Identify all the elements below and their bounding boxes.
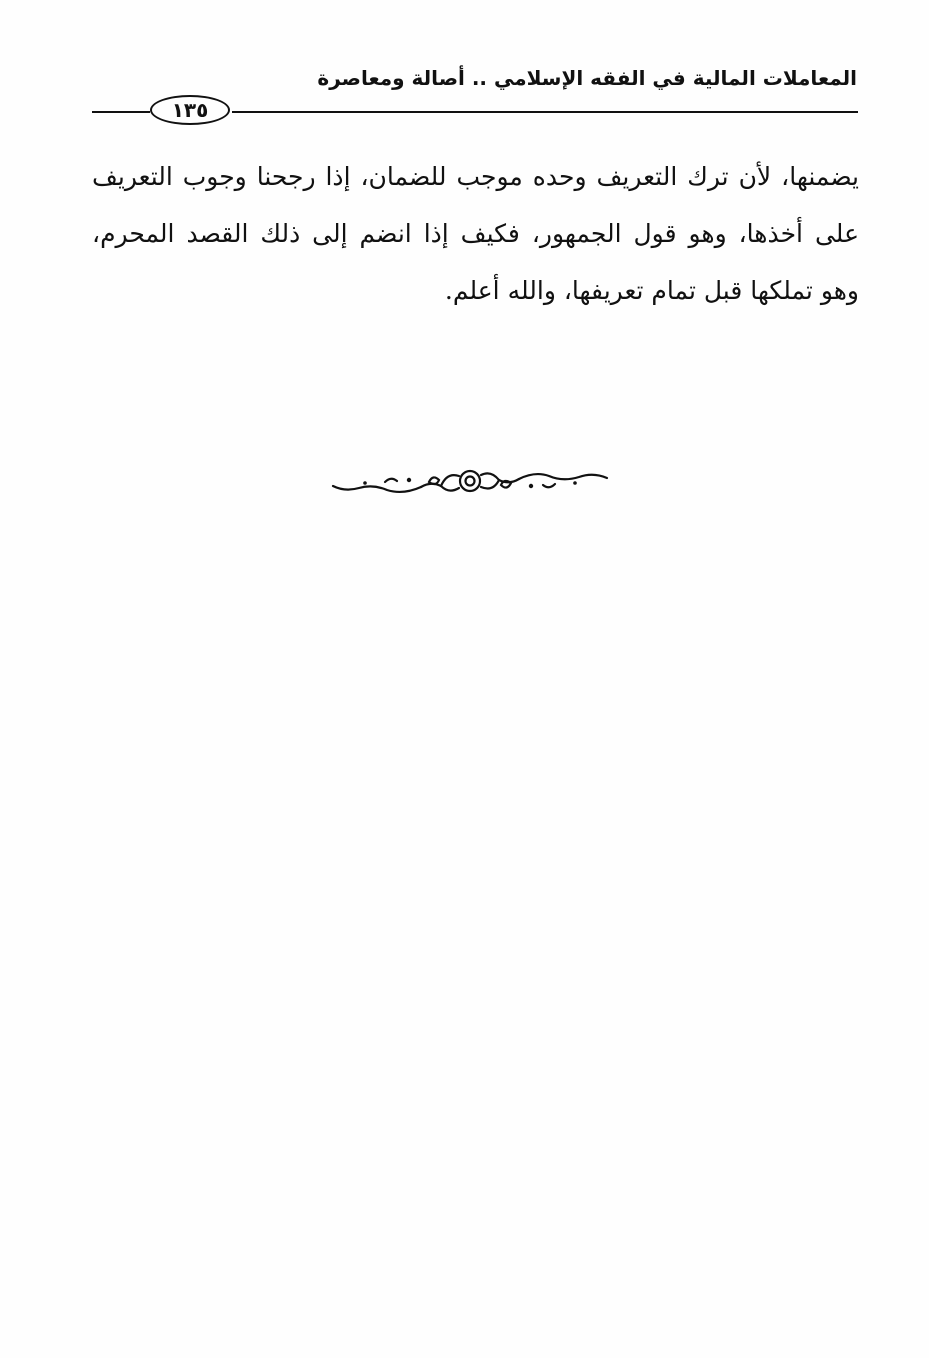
decorative-divider-icon [325, 462, 615, 500]
body-line: وهو تملكها قبل تمام تعريفها، والله أعلم. [444, 276, 859, 305]
body-line: يضمنها، لأن ترك التعريف وحده موجب للضمان، إذا رجحنا وجوب التعريف [92, 162, 859, 191]
header-rule-right [232, 111, 858, 113]
header-rule-left [92, 111, 150, 113]
page-number-frame [150, 95, 230, 125]
body-line: على أخذها، وهو قول الجمهور، فكيف إذا انضم إلى ذلك القصد المحرم، [92, 219, 859, 248]
running-header: المعاملات المالية في الفقه الإسلامي .. أصالة ومعاصرة [317, 66, 857, 90]
page-number: ١٣٥ [171, 98, 209, 122]
body-text [92, 148, 859, 319]
